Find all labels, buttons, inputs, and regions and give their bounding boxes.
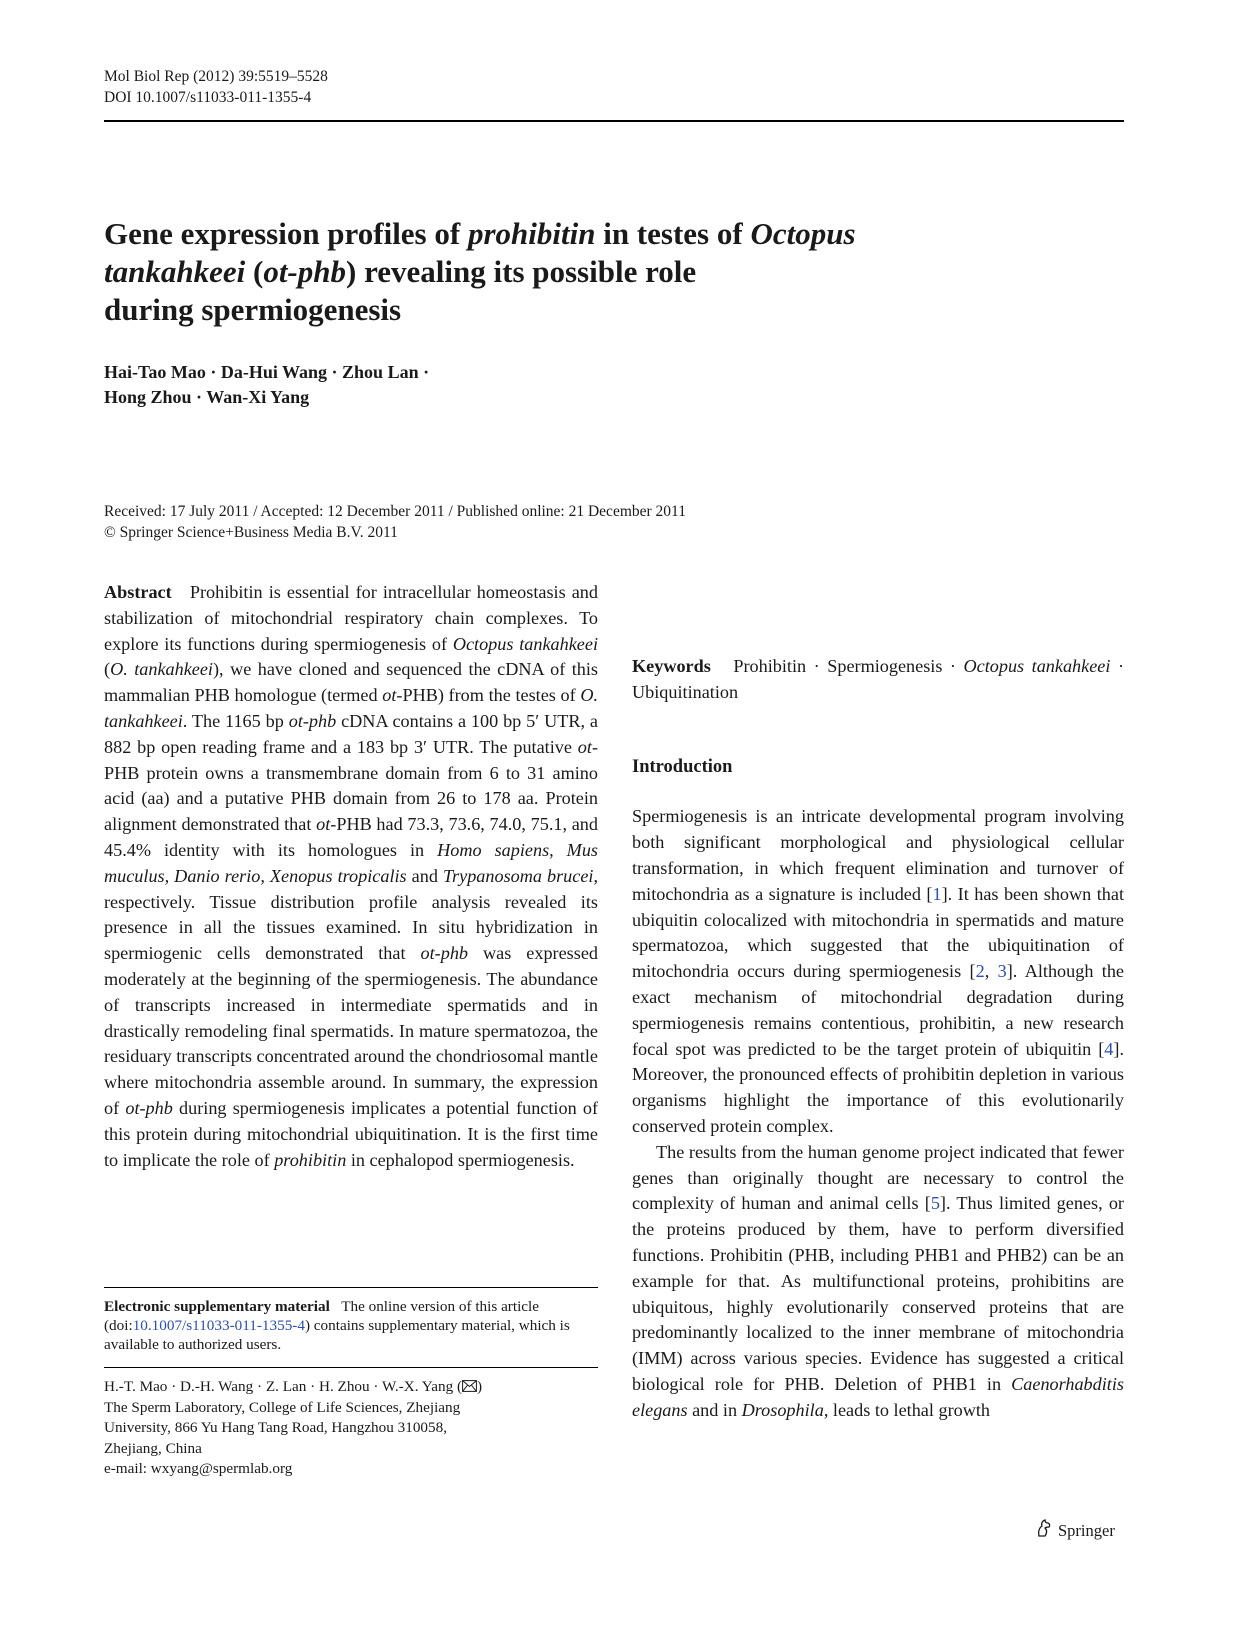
envelope-icon [462, 1378, 477, 1395]
abstract-text: Prohibitin is essential for intracellular homeostasis and stabilization of mitochondrial respiratory chain complexes. To explore its functions during spermiogenesis of [104, 582, 598, 654]
abstract-text: during spermiogenesis implicates a potential function of this protein during mitochondrial ubiquitination. It is the first time to implicate the role of [104, 1097, 598, 1170]
intro-text: ]. Thus limited genes, or the proteins produced by them, have to perform diversified functions. Prohibitin (PHB, including PHB1 and PHB2) can be an example for that. As multifunctional proteins, prohibitins are ubiquitous, highly evolutionarily conserved proteins that are predominantly localized to the inner membrane of mitochondria (IMM) across various species. Evidence has suggested a critical biological role for PHB. Deletion of PHB1 in [632, 1193, 1124, 1394]
affiliation [104, 1377, 598, 1480]
abstract-italic: prohibitin [274, 1149, 347, 1170]
keywords-label: Keywords [632, 656, 711, 676]
abstract-paragraph [104, 580, 598, 1173]
abstract-label: Abstract [104, 582, 172, 602]
intro-text: ]. Moreover, the pronounced effects of prohibitin depletion in various organisms highlight the importance of this evolutionarily conserved protein complex. [632, 1038, 1124, 1136]
publication-dates [104, 502, 1004, 543]
abstract-italic: O. tankahkeei [104, 685, 598, 731]
abstract-italic: ot [382, 685, 397, 706]
title-text: ( [245, 254, 264, 289]
intro-italic: Drosophila [741, 1399, 824, 1420]
intro-text: ]. Although the exact mechanism of mitochondrial degradation during spermiogenesis remains contentious, prohibitin, a new research focal spot was predicted to be the target protein of ubiquitin [ [632, 961, 1125, 1059]
doi-link[interactable]: 10.1007/s11033-011-1355-4 [132, 1317, 305, 1334]
intro-text: The results from the human genome project indicated that fewer genes than originally thought are necessary to control the complexity of human and animal cells [ [632, 1141, 1124, 1214]
title-italic: prohibitin [467, 216, 596, 251]
affiliation-names: H.-T. Mao · D.-H. Wang · Z. Lan · H. Zhou · W.-X. Yang ( [104, 1378, 463, 1395]
abstract-italic: ot-phb [125, 1097, 173, 1118]
header-rule [104, 120, 1124, 122]
author-line: Hong Zhou · Wan-Xi Yang [104, 387, 310, 407]
esm-text: ) contains supplementary material, which is available to authorized users. [104, 1317, 570, 1353]
abstract-text: ), we have cloned and sequenced the cDNA of this mammalian PHB homologue (termed [104, 659, 598, 706]
intro-italic: Caenorhabditis elegans [632, 1373, 1124, 1420]
author-line: Hai-Tao Mao · Da-Hui Wang · Zhou Lan · [104, 362, 430, 382]
abstract-text: in cephalopod spermiogenesis. [346, 1149, 575, 1170]
copyright-line: © Springer Science+Business Media B.V. 2011 [104, 523, 398, 541]
affiliation-paren: ) [477, 1378, 483, 1395]
citation-link[interactable]: 5 [930, 1193, 940, 1214]
abstract-text: -PHB) from the testes of [396, 685, 581, 706]
citation-link[interactable]: 2 [975, 961, 985, 982]
title-italic: Octopus [750, 216, 856, 251]
abstract-italic: ot [577, 736, 592, 757]
citation-link[interactable]: 3 [997, 961, 1007, 982]
intro-text: Spermiogenesis is an intricate developmental program involving both significant morphological and physiological cellular transformation, in which frequent elimination and turnover of mitochondria as a signature is included [ [632, 806, 1124, 904]
keywords-paragraph [632, 654, 1124, 706]
affiliation-line: Zhejiang, China [104, 1439, 202, 1457]
abstract-text: was expressed moderately at the beginning of the spermiogenesis. The abundance of transcripts increased in intermediate spermatids and in drastically remodeling final spermatids. In mature spermatozoa, the residuary transcripts concentrated around the chondriosomal mantle where mitochondria assemble around. In summary, the expression of [104, 943, 598, 1118]
abstract-text: . The 1165 bp [182, 710, 289, 731]
doi-line: DOI 10.1007/s11033-011-1355-4 [104, 89, 312, 106]
title-text: ) revealing its possible role [346, 254, 697, 289]
esm-label: Electronic supplementary material [104, 1298, 330, 1315]
author-list [104, 360, 704, 410]
title-italic: tankahkeei [104, 254, 246, 289]
intro-text: ]. It has been shown that ubiquitin colocalized with mitochondria in spermatids and mature spermatozoa, which suggested that the ubiquitination of mitochondria occurs during spermiogenesis [ [632, 883, 1124, 982]
abstract-italic: O. tankahkeei [110, 659, 213, 680]
abstract-text: cDNA contains a 100 bp 5′ UTR, a 882 bp open reading frame and a 183 bp 3′ UTR. The putative [104, 710, 598, 757]
abstract-text: -PHB had 73.3, 73.6, 74.0, 75.1, and 45.4% identity with its homologues in [104, 814, 598, 860]
abstract-italic: ot-phb [420, 943, 469, 964]
abstract-column [104, 580, 598, 1200]
intro-text: and in [687, 1399, 742, 1420]
journal-citation [104, 66, 328, 108]
abstract-italic: Homo sapiens, Mus muculus, Danio rerio, Xenopus tropicalis [104, 839, 598, 886]
abstract-text: ( [104, 659, 111, 680]
abstract-text: -PHB protein owns a transmembrane domain from 6 to 31 amino acid (aa) and a putative PHB domain from 26 to 178 aa. Protein alignment demonstrated that [104, 736, 598, 835]
journal-reference: Mol Biol Rep (2012) 39:5519–5528 [104, 68, 328, 85]
title-italic: ot-phb [263, 254, 346, 289]
title-text: during spermiogenesis [104, 292, 402, 327]
supplementary-note [104, 1297, 598, 1354]
affiliation-line: University, 866 Yu Hang Tang Road, Hangzhou 310058, [104, 1419, 447, 1436]
affiliation-authors [104, 1377, 598, 1398]
affiliation-email[interactable]: e-mail: wxyang@spermlab.org [104, 1460, 293, 1477]
footnote-rule [104, 1367, 598, 1368]
abstract-text: , respectively. Tissue distribution profile analysis revealed its presence in all the tissues examined. In situ hybridization in spermiogenic cells demonstrated that [104, 865, 598, 964]
publisher-logo [1034, 1518, 1115, 1543]
intro-paragraph-2 [632, 1140, 1124, 1424]
abstract-italic: Octopus tankahkeei [452, 633, 598, 654]
abstract-continuation [632, 580, 1124, 632]
title-text: in testes of [595, 216, 751, 251]
title-text: Gene expression profiles of [104, 216, 468, 251]
citation-link[interactable]: 1 [932, 883, 942, 904]
abstract-text: and [406, 865, 443, 886]
abstract-italic: ot [316, 814, 331, 835]
esm-text: The online version of this article (doi: [104, 1298, 540, 1334]
section-heading-introduction: Introduction [632, 756, 733, 777]
keywords-text: · Ubiquitination [632, 656, 1125, 702]
citation-link[interactable]: 4 [1104, 1038, 1114, 1059]
intro-paragraph-1 [632, 804, 1124, 1139]
publisher-name: Springer [1058, 1520, 1115, 1540]
right-column-content [632, 580, 1124, 1424]
history-line: Received: 17 July 2011 / Accepted: 12 December 2011 / Published online: 21 December 2011 [104, 503, 686, 520]
abstract-italic: ot-phb [288, 710, 337, 731]
abstract-italic: Trypanosoma brucei [442, 865, 594, 886]
paper-title [104, 215, 1004, 329]
springer-horse-icon [1034, 1518, 1054, 1543]
footnote-rule [104, 1287, 598, 1288]
intro-text: , leads to lethal growth [823, 1399, 991, 1420]
keywords-text: Prohibitin · Spermiogenesis · [733, 656, 964, 676]
intro-text: , [984, 961, 998, 982]
keywords-italic: Octopus tankahkeei [963, 656, 1111, 676]
affiliation-line: The Sperm Laboratory, College of Life Sciences, Zhejiang [104, 1398, 461, 1416]
